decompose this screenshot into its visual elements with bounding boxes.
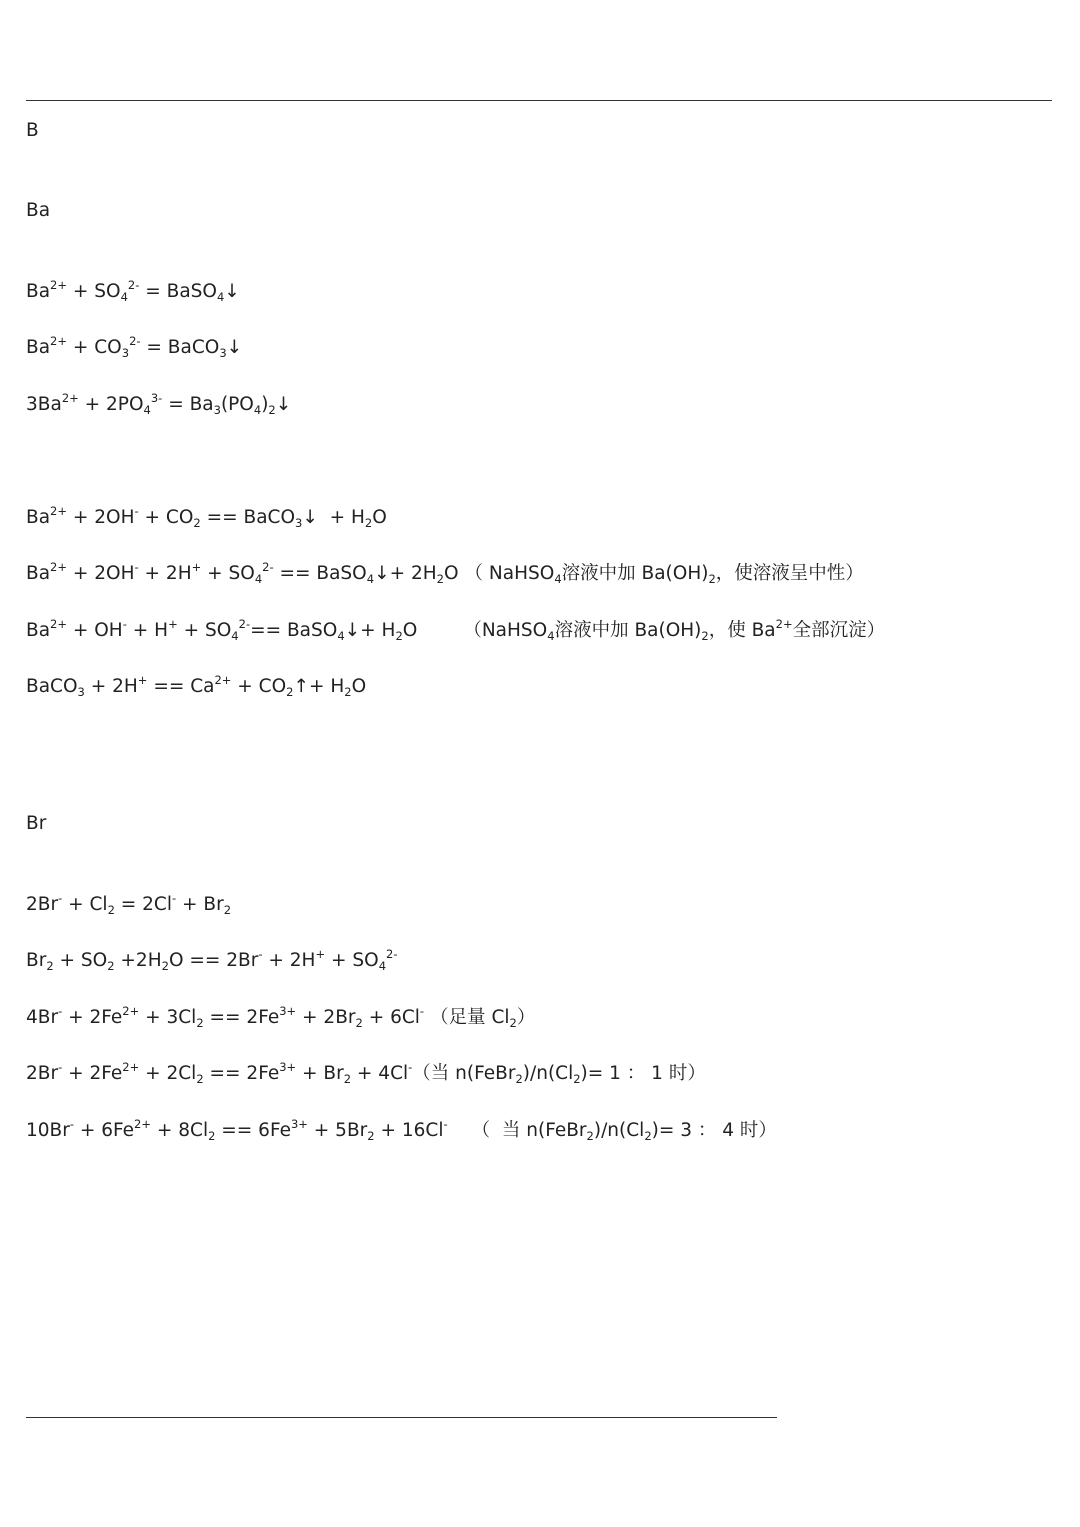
section-heading-b: B bbox=[26, 120, 39, 141]
section-heading-ba: Ba bbox=[26, 200, 51, 221]
equation-br-cl2: $2Br^- + Cl_2 = 2Cl^- + Br_2$ bbox=[26, 891, 232, 917]
equation-febr2-1-1: $2Br^- + 2Fe^{2+} + 2Cl_2 == 2Fe^{3+} + Br_2 + 4Cl^-$（当 $n(FeBr_2)/n(Cl_2)= 1$ ： 1 时） bbox=[26, 1060, 706, 1086]
equation-ba-po4: $3Ba^{2+} + 2PO_4^{3-}$ = $Ba_3(PO_4)_2↓$ bbox=[26, 391, 292, 417]
equation-febr2-3-4: $10Br^- + 6Fe^{2+} + 8Cl_2 == 6Fe^{3+} + 5Br_2 + 16Cl^-$ （ 当 $n(FeBr_2)/n(Cl_2)= 3$ ： 4 时） bbox=[26, 1117, 777, 1143]
equation-br2-so2: $Br_2 + SO_2 +2H_2O == 2Br^- + 2H^+ + SO_4^{2-}$ bbox=[26, 947, 398, 973]
equation-baco3-acid: BaCO$_3$ + $2H^+ == Ca^{2+}$ + $CO_2↑+ H_2O$ bbox=[26, 673, 367, 699]
equation-ba-so4: $Ba^{2+} + SO_4^{2-}$ = BaSO$_4$↓ bbox=[26, 278, 240, 304]
footer-rule bbox=[26, 1417, 777, 1418]
equation-ba-oh-co2: $Ba^{2+} + 2OH^- + CO_2$ == BaCO$_3$↓ + $H_2O$ bbox=[26, 504, 387, 530]
equation-ba-neutral: $Ba^{2+} + 2OH^- + 2H^+ + SO_4^{2-}$ == BaSO$_4$↓+ $2H_2O$ （ NaHSO$_4$溶液中加 $Ba(OH)_2$，使溶液呈中性） bbox=[26, 560, 864, 586]
equation-ba-co3: $Ba^{2+} + CO_3^{2-}$ = BaCO$_3$↓ bbox=[26, 334, 243, 360]
section-heading-br: Br bbox=[26, 813, 47, 834]
equation-ba-full-precip: $Ba^{2+} + OH^- + H^+ + SO_4^{2-}==$ BaSO$_4$↓+ $H_2O$ （NaHSO$_4$溶液中加 $Ba(OH)_2$，使 $Ba^{2+}$全部沉淀） bbox=[26, 617, 886, 643]
header-rule bbox=[26, 100, 1052, 101]
equation-febr2-excess-cl2: $4Br^- + 2Fe^{2+} + 3Cl_2 == 2Fe^{3+} + 2Br_2 + 6Cl^-$ （足量 $Cl_2$） bbox=[26, 1004, 536, 1030]
